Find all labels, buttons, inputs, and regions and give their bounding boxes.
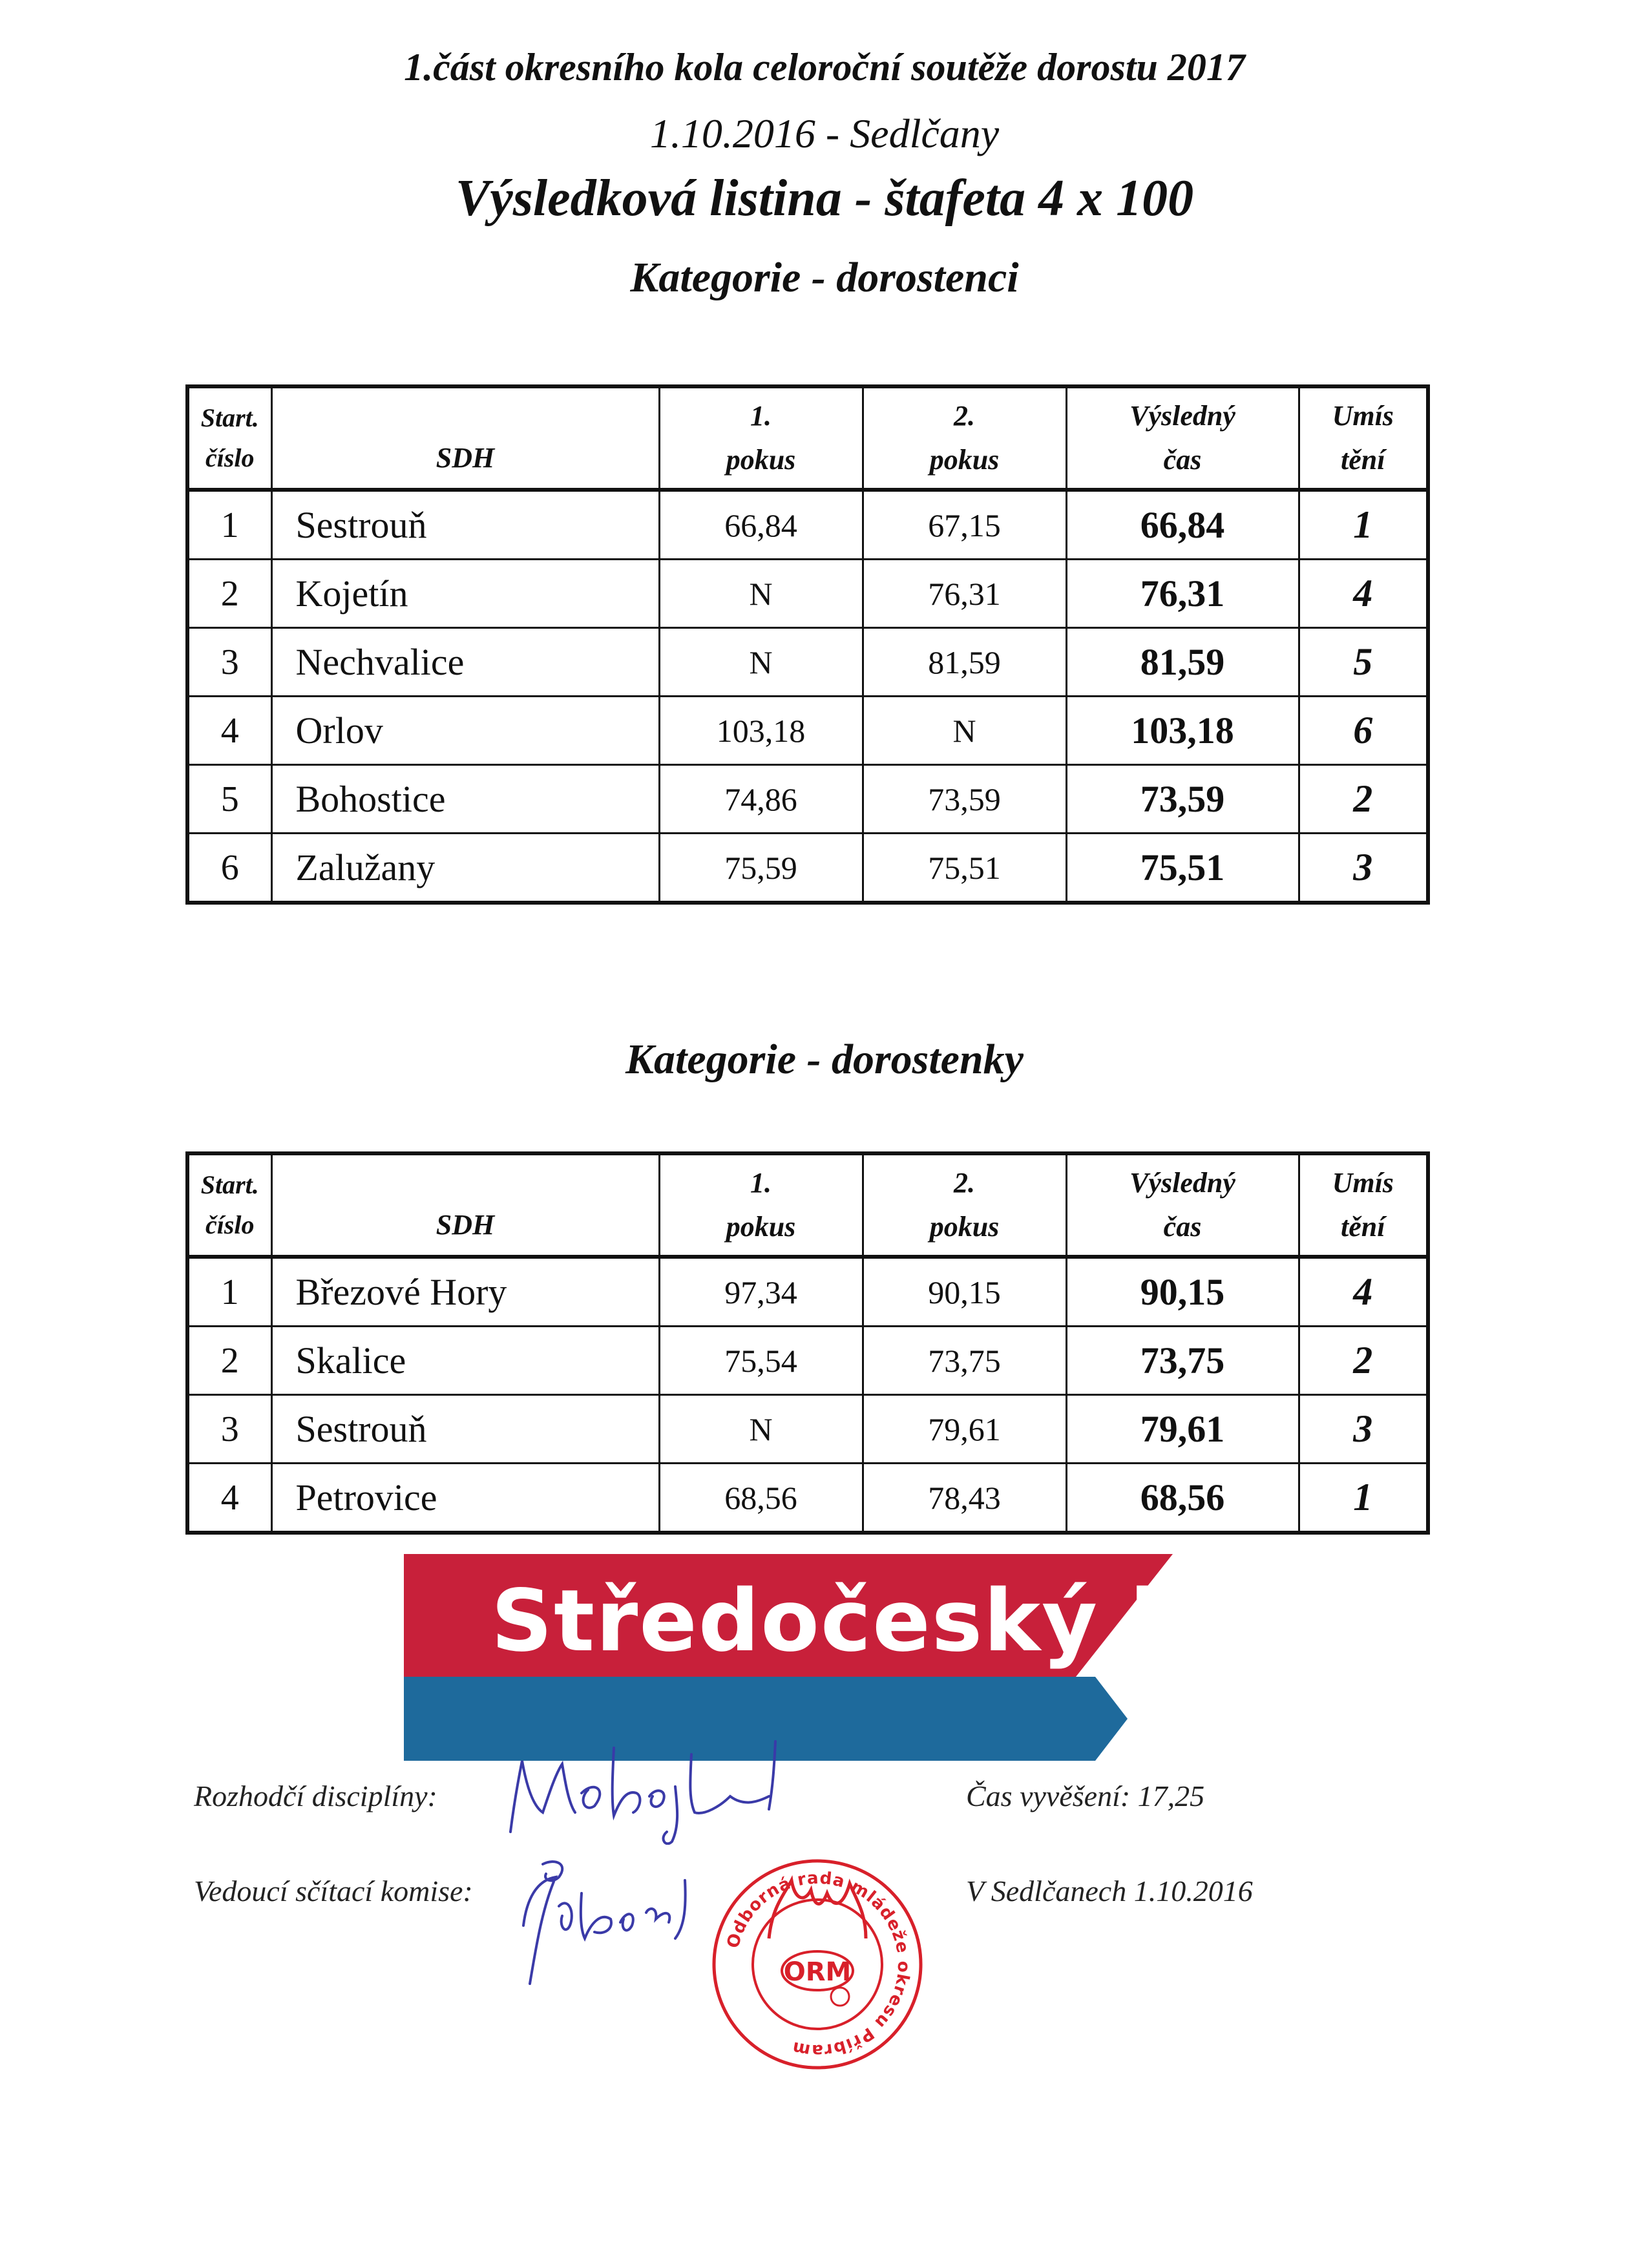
attempt-1: N [659,1395,863,1464]
final-time: 79,61 [1066,1395,1299,1464]
attempt-1: 103,18 [659,697,863,765]
col-start-header: Start. číslo [187,386,271,490]
category-heading-boys: Kategorie - dorostenci [630,254,1019,301]
final-time: 73,75 [1066,1327,1299,1395]
table-row [187,1257,1428,1327]
attempt-1: 75,59 [659,834,863,903]
final-time: 73,59 [1066,765,1299,834]
judge-label: Rozhodčí disciplíny: [194,1780,437,1812]
col-try2-header: 2. pokus [863,1153,1066,1257]
attempt-2: 73,75 [863,1327,1066,1395]
committee-head-label: Vedoucí sčítací komise: [194,1874,473,1907]
orm-stamp [708,1854,927,2074]
start-number: 6 [187,834,271,903]
start-number: 2 [187,1327,271,1395]
attempt-1: N [659,628,863,697]
team-name: Březové Hory [271,1257,659,1327]
results-table-boys [185,384,1430,905]
placement: 5 [1299,628,1428,697]
final-time: 76,31 [1066,560,1299,628]
final-time: 66,84 [1066,490,1299,560]
col-sdh-header: SDH [271,386,659,490]
table-row [187,1395,1428,1464]
placement: 4 [1299,560,1428,628]
table-row [187,490,1428,560]
placement: 3 [1299,1395,1428,1464]
attempt-1: 68,56 [659,1464,863,1533]
team-name: Bohostice [271,765,659,834]
table-row [187,1464,1428,1533]
col-place-header: Umís tění [1299,1153,1428,1257]
table-row [187,1327,1428,1395]
col-try1-header: 1. pokus [659,1153,863,1257]
col-final-header: Výsledný čas [1066,386,1299,490]
col-try1-header: 1. pokus [659,386,863,490]
col-try2-header: 2. pokus [863,386,1066,490]
table-row [187,765,1428,834]
start-number: 4 [187,697,271,765]
team-name: Kojetín [271,560,659,628]
team-name: Petrovice [271,1464,659,1533]
placement: 3 [1299,834,1428,903]
table-row [187,560,1428,628]
placement: 2 [1299,1327,1428,1395]
svg-text:Odborná rada mládeže okresu Př: Odborná rada mládeže okresu Příbram [723,1868,914,2061]
attempt-1: 74,86 [659,765,863,834]
start-number: 5 [187,765,271,834]
table-row [187,834,1428,903]
attempt-1: 97,34 [659,1257,863,1327]
placement: 1 [1299,490,1428,560]
table-row [187,628,1428,697]
col-sdh-header: SDH [271,1153,659,1257]
final-time: 75,51 [1066,834,1299,903]
date-place: 1.10.2016 - Sedlčany [649,110,1000,156]
start-number: 2 [187,560,271,628]
placement: 4 [1299,1257,1428,1327]
team-name: Sestrouň [271,490,659,560]
start-number: 3 [187,1395,271,1464]
document-title: Výsledková listina - štafeta 4 x 100 [455,170,1194,227]
attempt-1: 66,84 [659,490,863,560]
col-start-header: Start. číslo [187,1153,271,1257]
attempt-2: 81,59 [863,628,1066,697]
attempt-2: 78,43 [863,1464,1066,1533]
competition-title: 1.část okresního kola celoroční soutěže dorostu 2017 [404,46,1245,89]
table-header [187,1153,1428,1257]
placement: 1 [1299,1464,1428,1533]
team-name: Nechvalice [271,628,659,697]
final-time: 90,15 [1066,1257,1299,1327]
team-name: Zalužany [271,834,659,903]
attempt-2: N [863,697,1066,765]
attempt-2: 79,61 [863,1395,1066,1464]
start-number: 1 [187,1257,271,1327]
team-name: Sestrouň [271,1395,659,1464]
final-time: 81,59 [1066,628,1299,697]
attempt-2: 75,51 [863,834,1066,903]
placement: 2 [1299,765,1428,834]
judge-signature [498,1735,795,1845]
category-heading-girls: Kategorie - dorostenky [625,1036,1024,1083]
final-time: 68,56 [1066,1464,1299,1533]
start-number: 4 [187,1464,271,1533]
team-name: Skalice [271,1327,659,1395]
attempt-1: N [659,560,863,628]
start-number: 3 [187,628,271,697]
table-row [187,697,1428,765]
attempt-2: 76,31 [863,560,1066,628]
results-table-girls [185,1151,1430,1535]
committee-head-signature [498,1848,711,1997]
table-header [187,386,1428,490]
final-time: 103,18 [1066,697,1299,765]
attempt-2: 73,59 [863,765,1066,834]
svg-text:ORM: ORM [783,1957,852,1987]
start-number: 1 [187,490,271,560]
placement: 6 [1299,697,1428,765]
attempt-2: 90,15 [863,1257,1066,1327]
col-final-header: Výsledný čas [1066,1153,1299,1257]
region-logo-text: Středočeský kraj [491,1571,1321,1671]
attempt-1: 75,54 [659,1327,863,1395]
posting-time: Čas vyvěšení: 17,25 [966,1780,1205,1812]
attempt-2: 67,15 [863,490,1066,560]
place-and-date: V Sedlčanech 1.10.2016 [966,1874,1253,1907]
team-name: Orlov [271,697,659,765]
col-place-header: Umís tění [1299,386,1428,490]
